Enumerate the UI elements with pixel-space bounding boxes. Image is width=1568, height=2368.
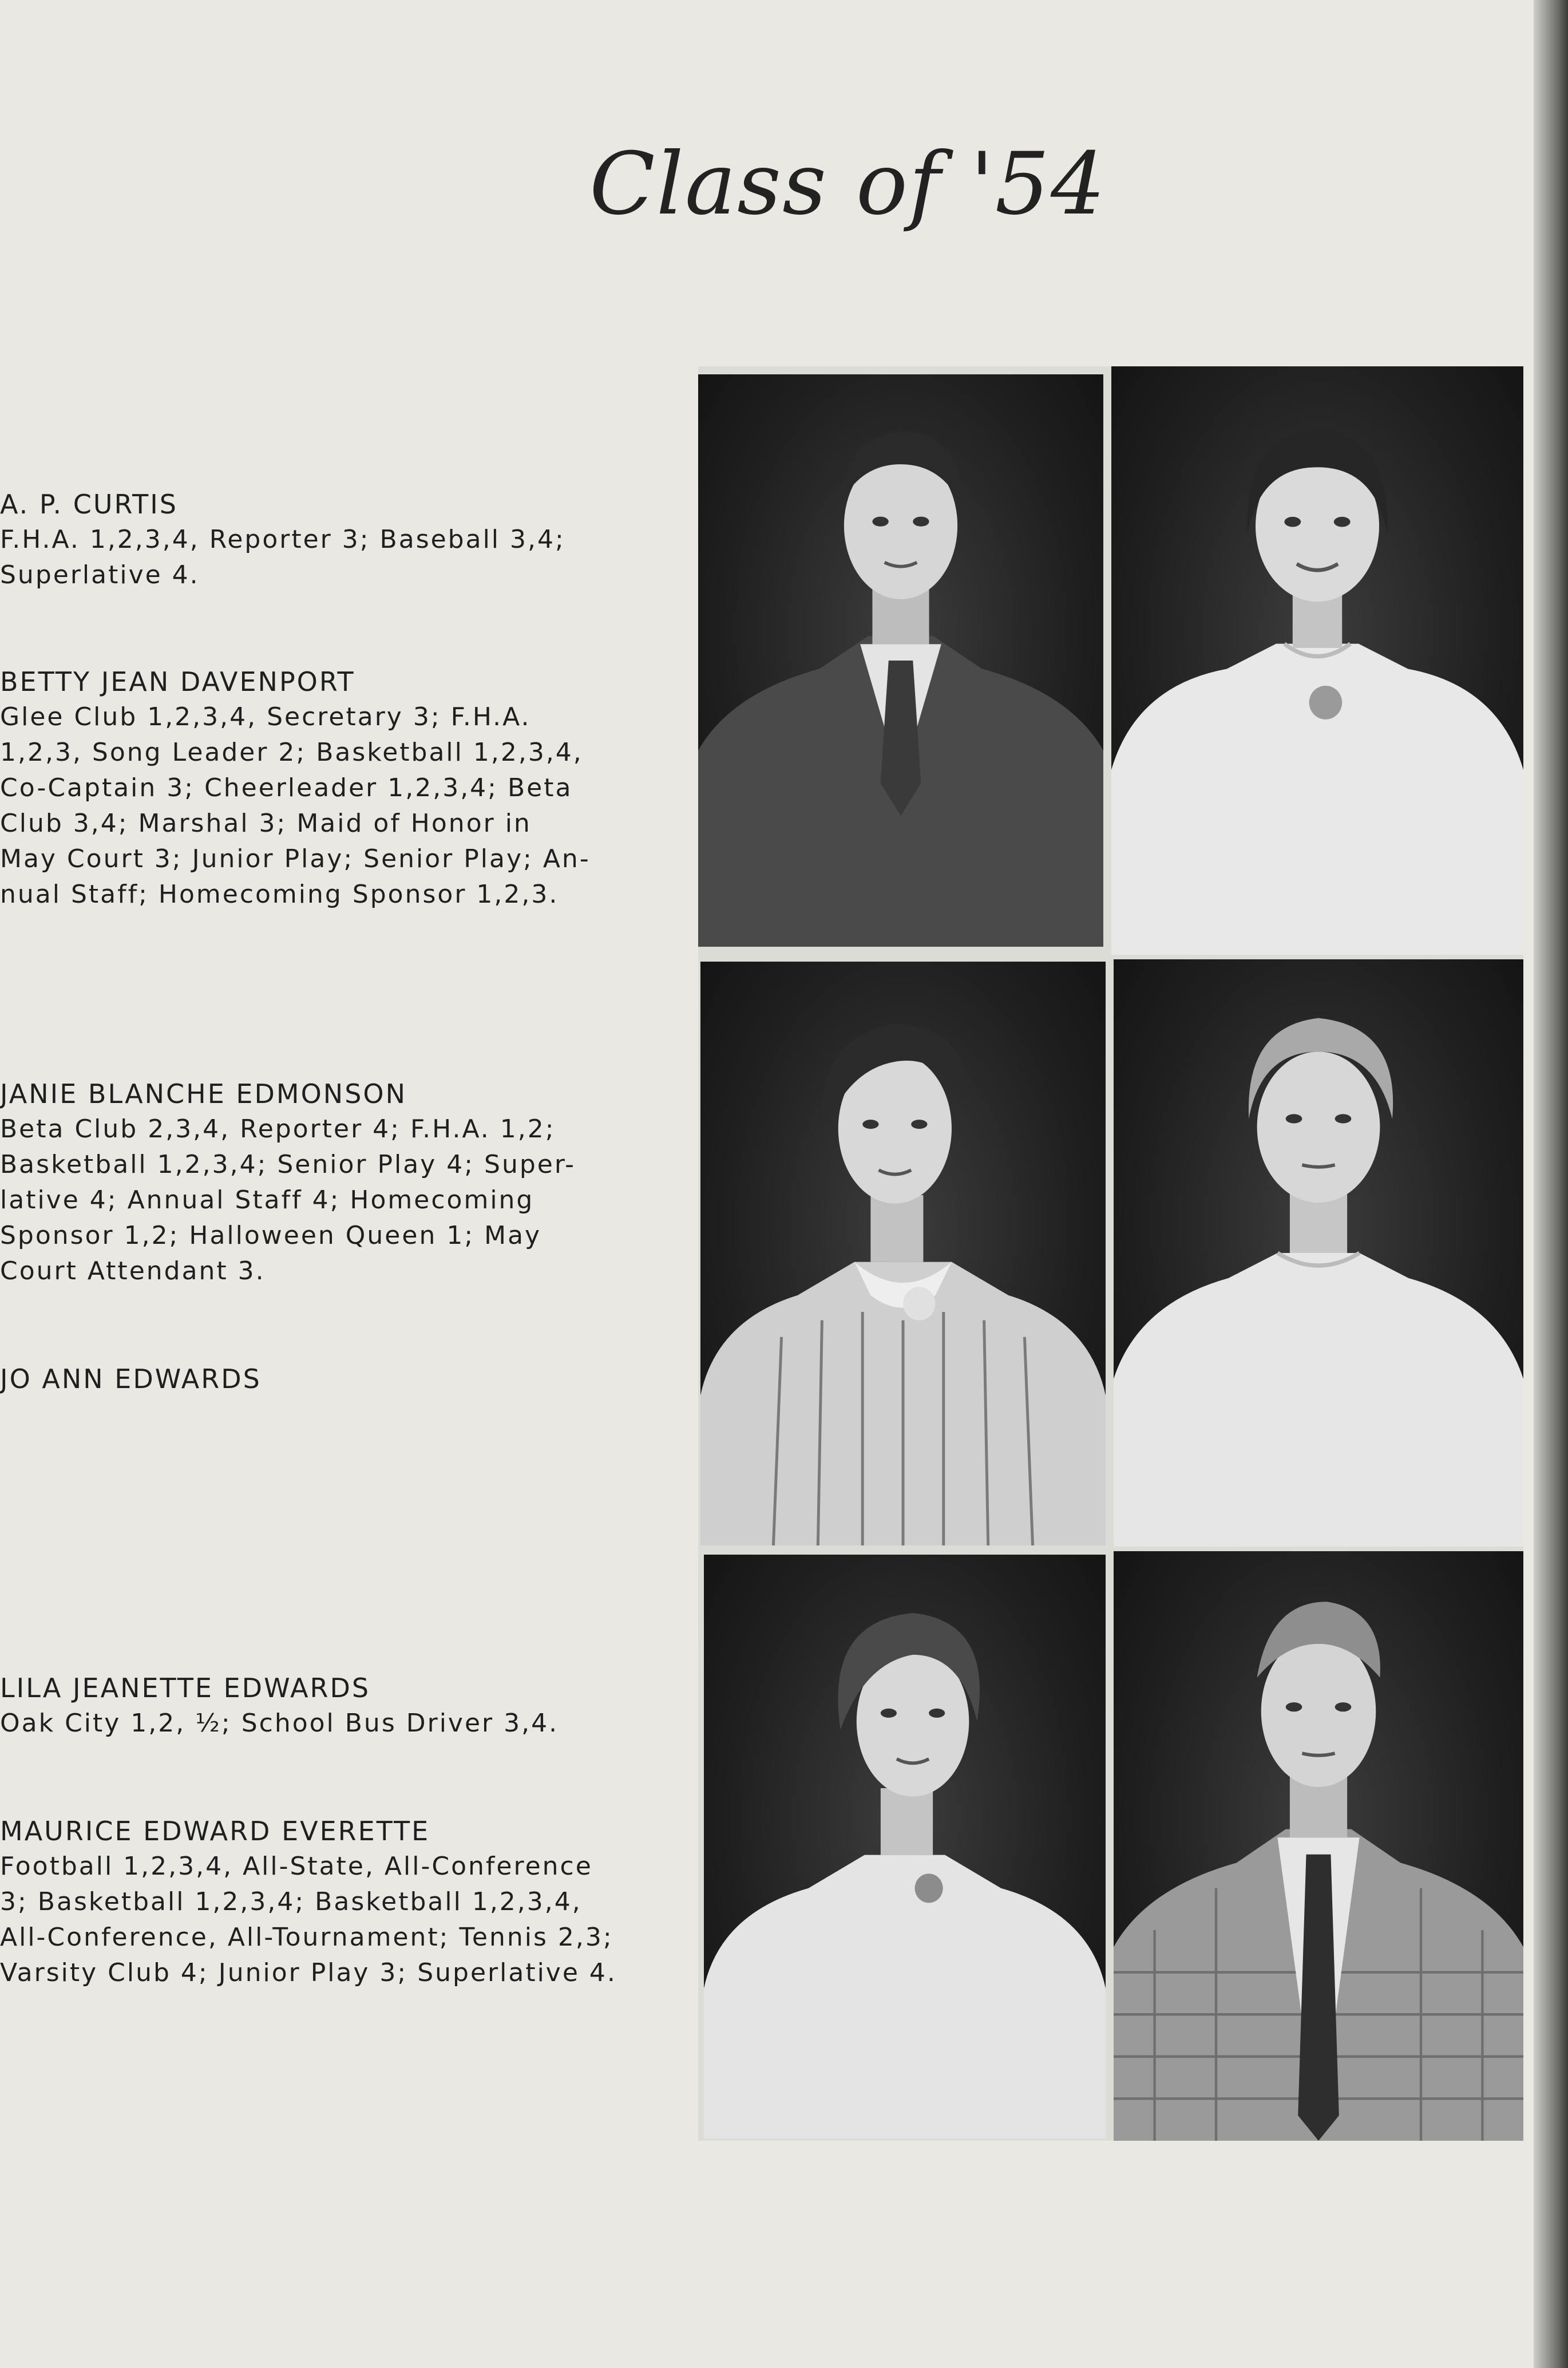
student-name: A. P. CURTIS	[0, 489, 178, 520]
bio-line: Glee Club 1,2,3,4, Secretary 3; F.H.A.	[0, 702, 531, 732]
page-edge-shadow	[1534, 0, 1568, 2368]
bio-curtis	[0, 487, 618, 593]
bio-line: All-Conference, All-Tournament; Tennis 2,3;	[0, 1923, 613, 1952]
portrait-curtis	[698, 374, 1103, 947]
bio-line: Court Attendant 3.	[0, 1256, 266, 1286]
bio-line: F.H.A. 1,2,3,4, Reporter 3; Baseball 3,4;	[0, 525, 565, 554]
portrait-jo-ann-edwards	[1114, 959, 1523, 1547]
bio-line: Co-Captain 3; Cheerleader 1,2,3,4; Beta	[0, 773, 573, 802]
portrait-davenport	[1111, 366, 1523, 955]
bio-everette	[0, 1813, 618, 1991]
bio-line: nual Staff; Homecoming Sponsor 1,2,3.	[0, 880, 559, 909]
page-title: Class of '54	[589, 135, 1107, 234]
bio-jo-ann-edwards	[0, 1361, 618, 1397]
bio-line: 3; Basketball 1,2,3,4; Basketball 1,2,3,4,	[0, 1887, 582, 1916]
student-name: JO ANN EDWARDS	[0, 1363, 262, 1394]
student-name: LILA JEANETTE EDWARDS	[0, 1673, 371, 1703]
bio-davenport	[0, 664, 618, 912]
bio-lila-edwards	[0, 1670, 618, 1741]
student-name: JANIE BLANCHE EDMONSON	[0, 1078, 407, 1109]
bio-line: Varsity Club 4; Junior Play 3; Superlative 4.	[0, 1958, 617, 1987]
bio-line: Beta Club 2,3,4, Reporter 4; F.H.A. 1,2;	[0, 1114, 556, 1144]
bio-line: Basketball 1,2,3,4; Senior Play 4; Super-	[0, 1150, 576, 1179]
student-name: MAURICE EDWARD EVERETTE	[0, 1816, 430, 1847]
portrait-everette	[1114, 1551, 1523, 2141]
bio-line: May Court 3; Junior Play; Senior Play; An-	[0, 844, 591, 873]
bio-line: Sponsor 1,2; Halloween Queen 1; May	[0, 1221, 542, 1250]
bio-line: 1,2,3, Song Leader 2; Basketball 1,2,3,4,	[0, 738, 583, 767]
portrait-grid	[698, 366, 1523, 2141]
student-name: BETTY JEAN DAVENPORT	[0, 666, 355, 697]
bio-line: Superlative 4.	[0, 560, 200, 590]
bio-line: Football 1,2,3,4, All-State, All-Conference	[0, 1852, 593, 1881]
portrait-edmonson	[700, 962, 1106, 1545]
bio-line: lative 4; Annual Staff 4; Homecoming	[0, 1185, 534, 1215]
bio-line: Oak City 1,2, ½; School Bus Driver 3,4.	[0, 1709, 559, 1738]
bio-line: Club 3,4; Marshal 3; Maid of Honor in	[0, 809, 532, 838]
portrait-lila-edwards	[704, 1555, 1106, 2138]
bio-edmonson	[0, 1076, 618, 1289]
